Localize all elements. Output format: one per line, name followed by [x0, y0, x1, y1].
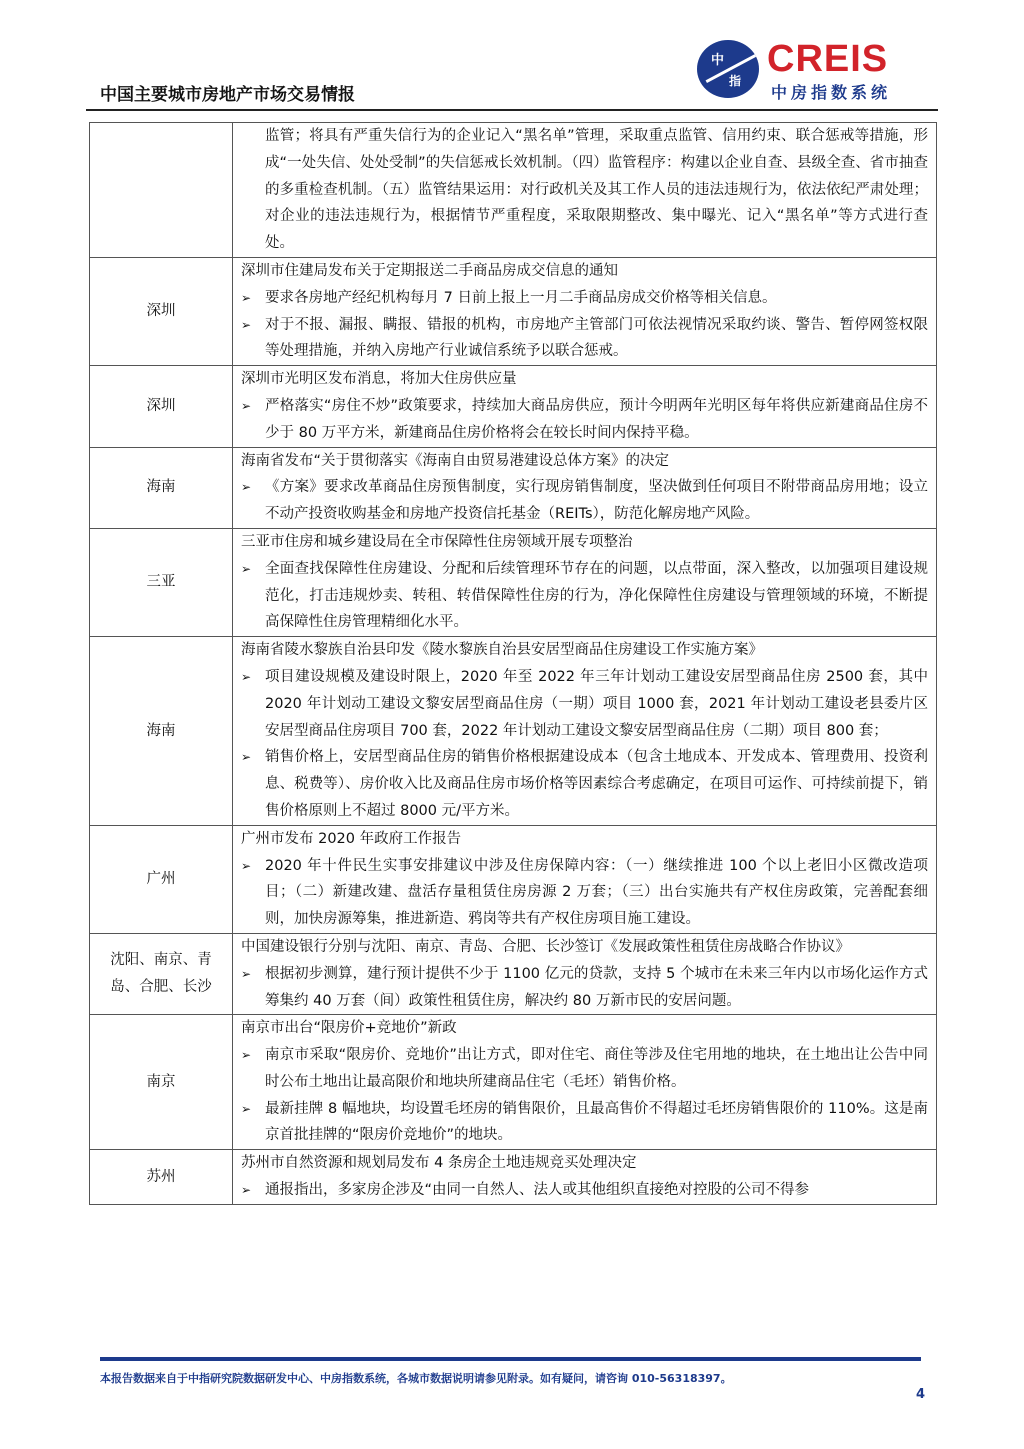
bullet-text: 项目建设规模及建设时限上，2020 年至 2022 年三年计划动工建设安居型商品住房 2500 套，其中 2020 年计划动工建设文黎安居型商品住房（一期）项目 1000 套，2021 年计划动工建设老县委片区安居型商品住房项目 700 套，2022 年计划动工建设文黎安居型商品住房（二期）项目 800 套； — [265, 668, 928, 739]
table-row — [90, 528, 937, 636]
bullet-arrow-icon: ➢ — [241, 317, 252, 332]
policy-title: 广州市发布 2020 年政府工作报告 — [241, 830, 462, 847]
policy-bullet — [241, 1096, 928, 1150]
policy-bullet — [241, 744, 928, 824]
city-cell: 深圳 — [90, 366, 233, 447]
city-cell: 苏州 — [90, 1150, 233, 1205]
policy-table — [89, 122, 937, 1205]
bullet-text: 《方案》要求改革商品住房预售制度，实行现房销售制度，坚决做到任何项目不附带商品房用地；设立不动产投资收购基金和房地产投资信托基金（REITs），防范化解房地产风险。 — [265, 479, 928, 523]
policy-bullet — [241, 961, 928, 1015]
city-cell: 海南 — [90, 637, 233, 826]
policy-bullet — [241, 474, 928, 528]
footer-note: 本报告数据来自于中指研究院数据研发中心、中房指数系统，各城市数据说明请参见附录。如有疑问，请咨询 010-56318397。 — [100, 1372, 732, 1385]
bullet-text: 最新挂牌 8 幅地块，均设置毛坯房的销售限价，且最高售价不得超过毛坯房销售限价的 110%。这是南京首批挂牌的“限房价竞地价”的地块。 — [265, 1100, 928, 1144]
policy-content-cell — [233, 447, 937, 528]
city-cell: 南京 — [90, 1015, 233, 1150]
bullet-text: 南京市采取“限房价、竞地价”出让方式，即对住宅、商住等涉及住宅用地的地块，在土地出让公告中同时公布土地出让最高限价和地块所建商品住宅（毛坯）销售价格。 — [265, 1047, 928, 1090]
bullet-arrow-icon: ➢ — [241, 398, 252, 413]
policy-title: 南京市出台“限房价+竞地价”新政 — [241, 1020, 457, 1037]
bullet-arrow-icon: ➢ — [241, 750, 252, 765]
bullet-text: 全面查找保障性住房建设、分配和后续管理环节存在的问题，以点带面，深入整改，以加强项目建设规范化，打击违规炒卖、转租、转借保障性住房的行为，净化保障性住房建设与管理领域的环境，不断提高保障性住房管理精细化水平。 — [265, 560, 928, 631]
policy-title: 苏州市自然资源和规划局发布 4 条房企土地违规竞买处理决定 — [241, 1155, 637, 1172]
policy-title: 海南省陵水黎族自治县印发《陵水黎族自治县安居型商品住房建设工作实施方案》 — [241, 642, 763, 659]
policy-bullet — [241, 285, 928, 312]
bullet-arrow-icon: ➢ — [241, 858, 252, 873]
bullet-text: 销售价格上，安居型商品住房的销售价格根据建设成本（包含土地成本、开发成本、管理费用、投资利息、税费等）、房价收入比及商品住房市场价格等因素综合考虑确定，在项目可运作、可持续前提下，销售价格原则上不超过 8000 元/平方米。 — [265, 749, 928, 819]
policy-bullet — [241, 393, 928, 447]
table-row — [90, 366, 937, 447]
city-cell: 沈阳、南京、青岛、合肥、长沙 — [90, 933, 233, 1014]
logo-subtitle: 中房指数系统 — [771, 83, 892, 102]
table-row — [90, 825, 937, 933]
city-cell: 广州 — [90, 825, 233, 933]
policy-content-cell — [233, 825, 937, 933]
policy-content-cell — [233, 366, 937, 447]
logo-mark-top: 中 — [711, 53, 725, 68]
policy-content-cell — [233, 123, 937, 258]
city-cell: 海南 — [90, 447, 233, 528]
city-cell: 深圳 — [90, 257, 233, 365]
table-row — [90, 257, 937, 365]
policy-title: 深圳市光明区发布消息，将加大住房供应量 — [241, 371, 517, 388]
policy-content-cell — [233, 528, 937, 636]
bullet-arrow-icon: ➢ — [241, 480, 252, 495]
bullet-text: 严格落实“房住不炒”政策要求，持续加大商品房供应，预计今明两年光明区每年将供应新建商品住房不少于 80 万平方米，新建商品住房价格将会在较长时间内保持平稳。 — [265, 397, 928, 441]
logo-brand-text: CREIS — [767, 38, 889, 80]
table-row — [90, 1150, 937, 1205]
policy-bullet — [241, 1042, 928, 1096]
bullet-text: 2020 年十件民生实事安排建议中涉及住房保障内容：（一）继续推进 100 个以上老旧小区微改造项目；（二）新建改建、盘活存量租赁住房房源 2 万套；（三）出台实施共有产权住房政策，完善配套细则，加快房源筹集，推进新造、鸦岗等共有产权住房项目施工建设。 — [265, 857, 928, 928]
policy-bullet — [241, 853, 928, 933]
footer-divider — [100, 1357, 921, 1361]
city-cell — [90, 123, 233, 258]
table-row — [90, 447, 937, 528]
bullet-arrow-icon: ➢ — [241, 1183, 252, 1198]
policy-text: 监管；将具有严重失信行为的企业记入“黑名单”管理，采取重点监管、信用约束、联合惩戒等措施，形成“一处失信、处处受制”的失信惩戒长效机制。（四）监管程序：构建以企业自查、县级全查、省市抽查的多重检查机制。（五）监管结果运用：对行政机关及其工作人员的违法违规行为，依法依纪严肃处理；对企业的违法违规行为，根据情节严重程度，采取限期整改、集中曝光、记入“黑名单”等方式进行查处。 — [265, 128, 928, 252]
policy-bullet — [241, 664, 928, 744]
header-divider — [86, 109, 938, 111]
page-number: 4 — [916, 1387, 926, 1402]
bullet-text: 要求各房地产经纪机构每月 7 日前上报上一月二手商品房成交价格等相关信息。 — [265, 289, 777, 306]
policy-title: 三亚市住房和城乡建设局在全市保障性住房领域开展专项整治 — [241, 533, 633, 550]
policy-content-cell — [233, 637, 937, 826]
page-header-title: 中国主要城市房地产市场交易情报 — [100, 85, 355, 105]
policy-title: 中国建设银行分别与沈阳、南京、青岛、合肥、长沙签订《发展政策性租赁住房战略合作协议》 — [241, 938, 850, 955]
bullet-arrow-icon: ➢ — [241, 669, 252, 684]
policy-bullet — [241, 1177, 928, 1204]
bullet-arrow-icon: ➢ — [241, 1048, 252, 1063]
policy-content-cell — [233, 1150, 937, 1205]
bullet-arrow-icon: ➢ — [241, 290, 252, 305]
policy-title: 海南省发布“关于贯彻落实《海南自由贸易港建设总体方案》的决定 — [241, 452, 670, 469]
logo-mark-icon — [697, 40, 759, 98]
bullet-arrow-icon: ➢ — [241, 561, 252, 576]
table-row — [90, 933, 937, 1014]
policy-title: 深圳市住建局发布关于定期报送二手商品房成交信息的通知 — [241, 262, 618, 279]
table-row — [90, 123, 937, 258]
bullet-text: 根据初步测算，建行预计提供不少于 1100 亿元的贷款，支持 5 个城市在未来三年内以市场化运作方式筹集约 40 万套（间）政策性租赁住房，解决约 80 万新市民的安居问题。 — [265, 965, 928, 1009]
policy-content-cell — [233, 933, 937, 1014]
bullet-text: 通报指出，多家房企涉及“由同一自然人、法人或其他组织直接绝对控股的公司不得参 — [265, 1182, 810, 1199]
bullet-arrow-icon: ➢ — [241, 966, 252, 981]
city-cell: 三亚 — [90, 528, 233, 636]
bullet-arrow-icon: ➢ — [241, 1101, 252, 1116]
policy-content-cell — [233, 257, 937, 365]
policy-bullet — [241, 556, 928, 636]
logo-mark-bottom: 指 — [729, 74, 742, 88]
policy-content-cell — [233, 1015, 937, 1150]
table-row — [90, 1015, 937, 1150]
policy-bullet — [241, 312, 928, 366]
table-row — [90, 637, 937, 826]
bullet-text: 对于不报、漏报、瞒报、错报的机构，市房地产主管部门可依法视情况采取约谈、警告、暂停网签权限等处理措施，并纳入房地产行业诚信系统予以联合惩戒。 — [265, 316, 928, 360]
creis-logo — [697, 38, 927, 100]
